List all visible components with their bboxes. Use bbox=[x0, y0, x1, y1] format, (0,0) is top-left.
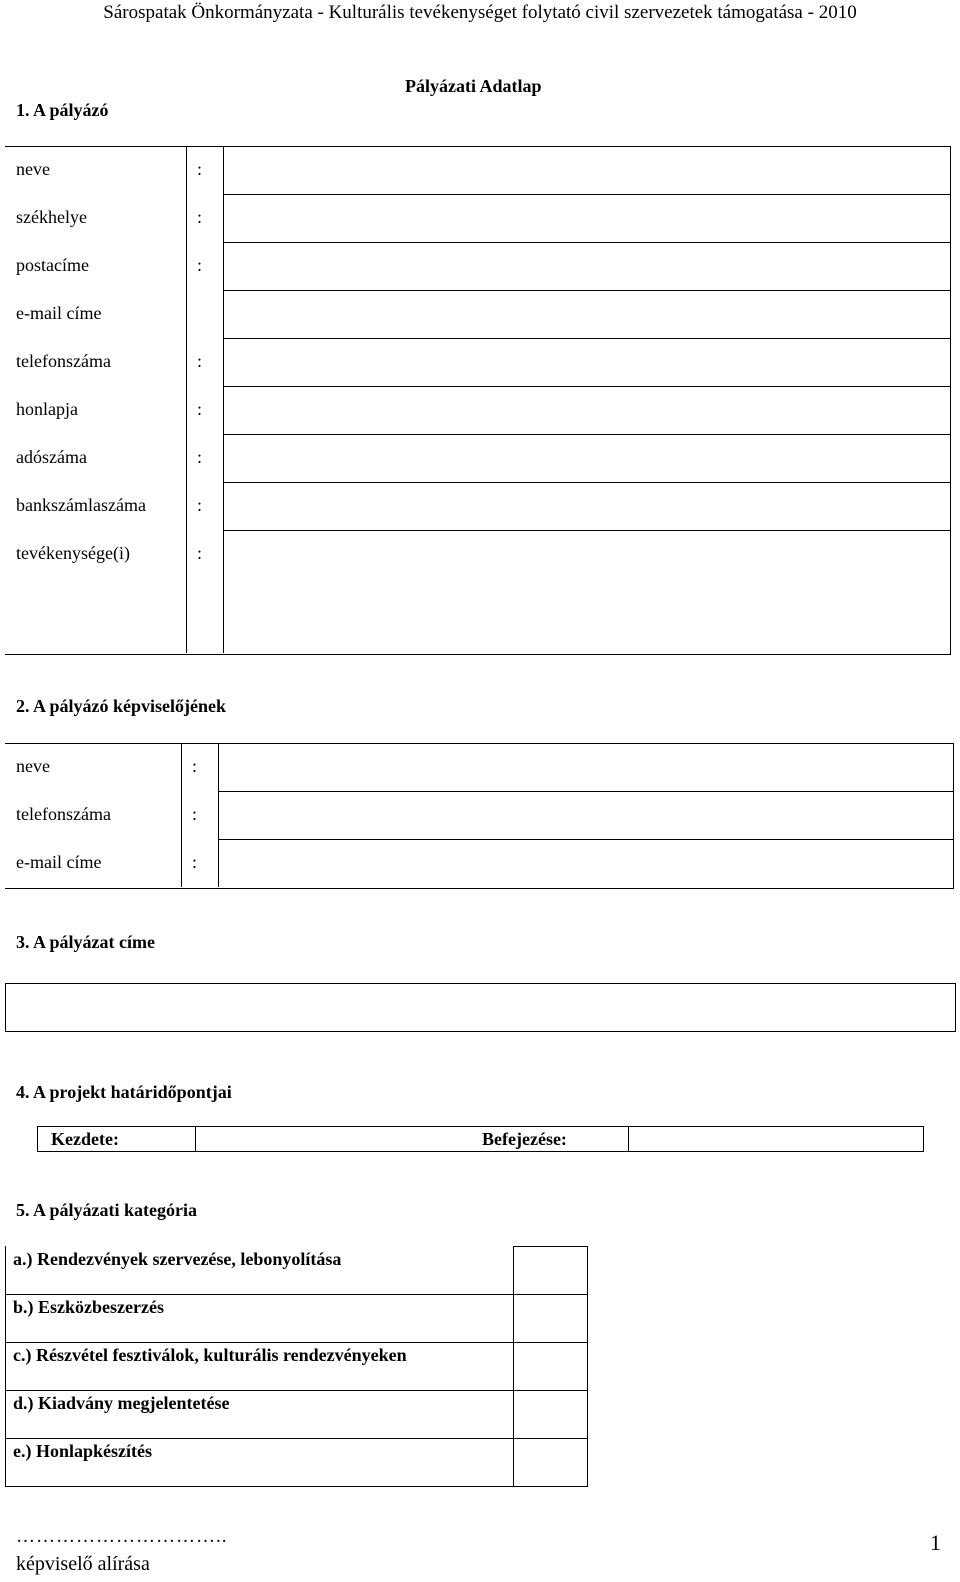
applicant-field-value[interactable] bbox=[224, 194, 949, 242]
section5-title: 5. A pályázati kategória bbox=[16, 1200, 197, 1220]
field-colon: : bbox=[197, 399, 203, 419]
applicant-field-value[interactable] bbox=[224, 530, 949, 653]
section4-title: 4. A projekt határidőpontjai bbox=[16, 1082, 232, 1102]
applicant-field-label: telefonszáma bbox=[16, 351, 111, 371]
field-colon: : bbox=[197, 447, 203, 467]
field-colon: : bbox=[197, 159, 203, 179]
applicant-field-value[interactable] bbox=[224, 242, 949, 290]
start-label: Kezdete: bbox=[51, 1129, 119, 1149]
field-colon: : bbox=[197, 495, 203, 515]
section2-title: 2. A pályázó képviselőjének bbox=[16, 696, 227, 716]
applicant-field-value[interactable] bbox=[224, 290, 949, 338]
applicant-field-label: székhelye bbox=[16, 207, 87, 227]
start-date-field[interactable] bbox=[196, 1127, 469, 1151]
project-title-field[interactable] bbox=[5, 983, 956, 1032]
category-item-label: c.) Részvétel fesztiválok, kulturális rendezvényeken bbox=[13, 1345, 407, 1365]
representative-field-label: neve bbox=[16, 756, 50, 776]
category-mark-cell[interactable] bbox=[514, 1390, 587, 1438]
applicant-field-label: tevékenysége(i) bbox=[16, 543, 130, 563]
applicant-field-value[interactable] bbox=[224, 338, 949, 386]
representative-field-label: e-mail címe bbox=[16, 852, 102, 872]
signature-line: ………………………….. bbox=[16, 1526, 228, 1547]
section3-title: 3. A pályázat címe bbox=[16, 932, 155, 952]
field-colon: : bbox=[197, 351, 203, 371]
applicant-field-label: honlapja bbox=[16, 399, 78, 419]
form-title: Pályázati Adatlap bbox=[405, 76, 542, 96]
section1-title: 1. A pályázó bbox=[16, 100, 109, 120]
field-colon: : bbox=[192, 804, 198, 824]
field-colon: : bbox=[197, 543, 203, 563]
category-item-label: b.) Eszközbeszerzés bbox=[13, 1297, 164, 1317]
representative-field-value[interactable] bbox=[219, 791, 952, 839]
category-item-label: e.) Honlapkészítés bbox=[13, 1441, 152, 1461]
applicant-field-value[interactable] bbox=[224, 146, 949, 194]
end-date-field[interactable] bbox=[629, 1127, 923, 1151]
applicant-field-value[interactable] bbox=[224, 386, 949, 434]
category-mark-cell[interactable] bbox=[514, 1342, 587, 1390]
field-colon: : bbox=[197, 255, 203, 275]
applicant-field-value[interactable] bbox=[224, 482, 949, 530]
applicant-field-label: adószáma bbox=[16, 447, 87, 467]
category-mark-cell[interactable] bbox=[514, 1294, 587, 1342]
category-mark-cell[interactable] bbox=[514, 1438, 587, 1486]
applicant-field-label: e-mail címe bbox=[16, 303, 102, 323]
category-mark-cell[interactable] bbox=[514, 1246, 587, 1294]
applicant-field-label: postacíme bbox=[16, 255, 89, 275]
representative-field-value[interactable] bbox=[219, 743, 952, 791]
representative-field-value[interactable] bbox=[219, 839, 952, 887]
category-item-label: a.) Rendezvények szervezése, lebonyolítása bbox=[13, 1249, 342, 1269]
signature-label: képviselő alírása bbox=[16, 1553, 150, 1575]
field-colon: : bbox=[192, 852, 198, 872]
representative-field-label: telefonszáma bbox=[16, 804, 111, 824]
field-colon: : bbox=[192, 756, 198, 776]
category-item-label: d.) Kiadvány megjelentetése bbox=[13, 1393, 230, 1413]
applicant-field-label: bankszámlaszáma bbox=[16, 495, 146, 515]
page-header: Sárospatak Önkormányzata - Kulturális tevékenységet folytató civil szervezetek támogatása - 2010 bbox=[103, 2, 857, 23]
end-label: Befejezése: bbox=[482, 1129, 567, 1149]
applicant-field-label: neve bbox=[16, 159, 50, 179]
page-number: 1 bbox=[930, 1530, 941, 1555]
field-colon: : bbox=[197, 207, 203, 227]
deadline-table bbox=[37, 1126, 924, 1152]
applicant-field-value[interactable] bbox=[224, 434, 949, 482]
